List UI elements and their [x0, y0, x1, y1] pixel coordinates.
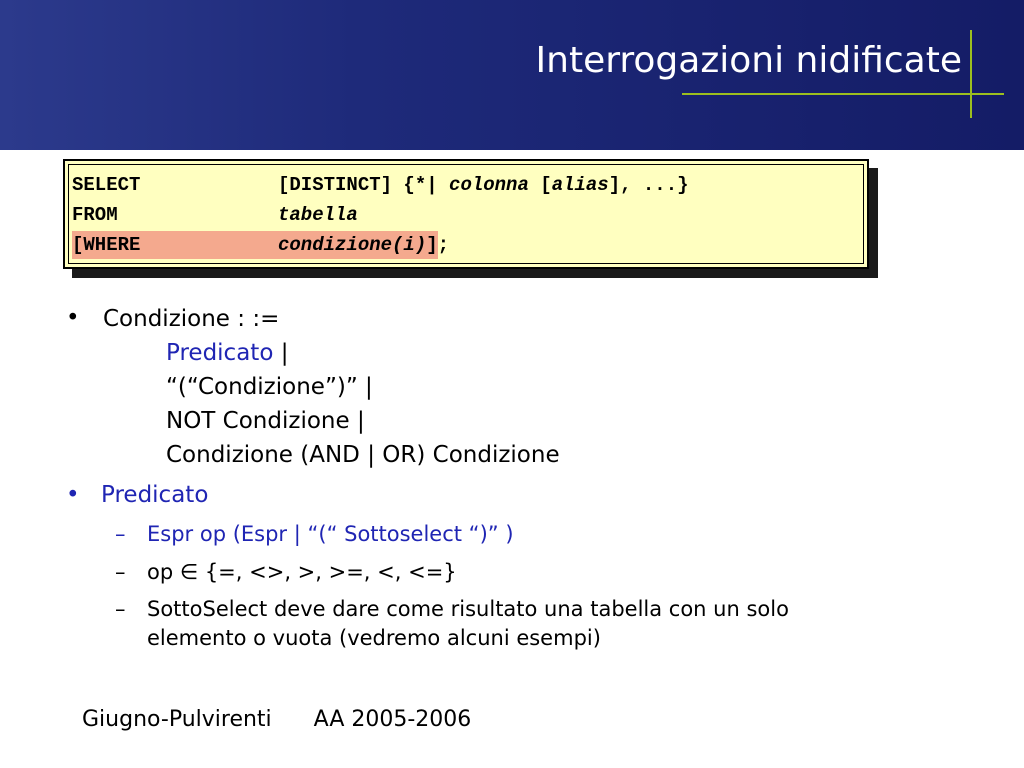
decorative-vertical-line: [970, 30, 972, 118]
title-banner: [0, 0, 1024, 150]
condizione-placeholder: condizione(i): [278, 234, 427, 256]
sottoselect-note-line2: elemento o vuota (vedremo alcuni esempi): [147, 626, 601, 650]
statement-semicolon: ;: [437, 234, 450, 256]
keyword-from: FROM: [72, 204, 118, 226]
dash-marker: –: [115, 597, 126, 621]
alternative-not: NOT Condizione |: [166, 408, 365, 434]
predicato-term: Predicato: [166, 340, 274, 366]
sottoselect-note-line1: SottoSelect deve dare come risultato una tabella con un solo: [147, 597, 789, 621]
decorative-horizontal-line: [682, 93, 1004, 95]
keyword-where: [WHERE: [72, 234, 141, 256]
operator-set: op ∈ {=, <>, >, >=, <, <=}: [147, 560, 457, 584]
predicato-syntax: Espr op (Espr | “(“ Sottoselect “)” ): [147, 522, 514, 546]
code-line-select: [72, 171, 689, 199]
predicato-heading: Predicato: [101, 482, 209, 508]
footer-academic-year: AA 2005-2006: [313, 707, 472, 732]
alternative-and-or: Condizione (AND | OR) Condizione: [166, 442, 560, 468]
slide-title: Interrogazioni nidificate: [535, 40, 962, 81]
code-line-where: [72, 231, 449, 259]
alternative-parenthesized: “(“Condizione”)” |: [166, 374, 373, 400]
sql-syntax-box: [63, 159, 869, 269]
tabella-placeholder: tabella: [278, 204, 358, 226]
colonna-placeholder: colonna: [449, 174, 529, 196]
keyword-select: SELECT: [72, 174, 141, 196]
where-bracket-close: ]: [426, 234, 438, 256]
bullet-marker: •: [66, 305, 80, 331]
alternative-separator: |: [273, 340, 289, 366]
code-line-from: [72, 201, 358, 229]
dash-marker: –: [115, 522, 126, 546]
alias-bracket-open: [: [540, 174, 552, 196]
slide-footer: [82, 707, 471, 732]
alias-placeholder: alias: [551, 174, 609, 196]
select-list-rest: ], ...}: [608, 174, 689, 196]
dash-marker: –: [115, 560, 126, 584]
distinct-clause: [DISTINCT] {*|: [278, 174, 438, 196]
footer-authors: Giugno-Pulvirenti: [82, 707, 272, 732]
alternative-predicato: [166, 340, 288, 366]
bullet-marker: •: [66, 482, 80, 508]
where-clause-highlight: [72, 231, 438, 259]
condizione-definition: Condizione : :=: [103, 306, 280, 332]
